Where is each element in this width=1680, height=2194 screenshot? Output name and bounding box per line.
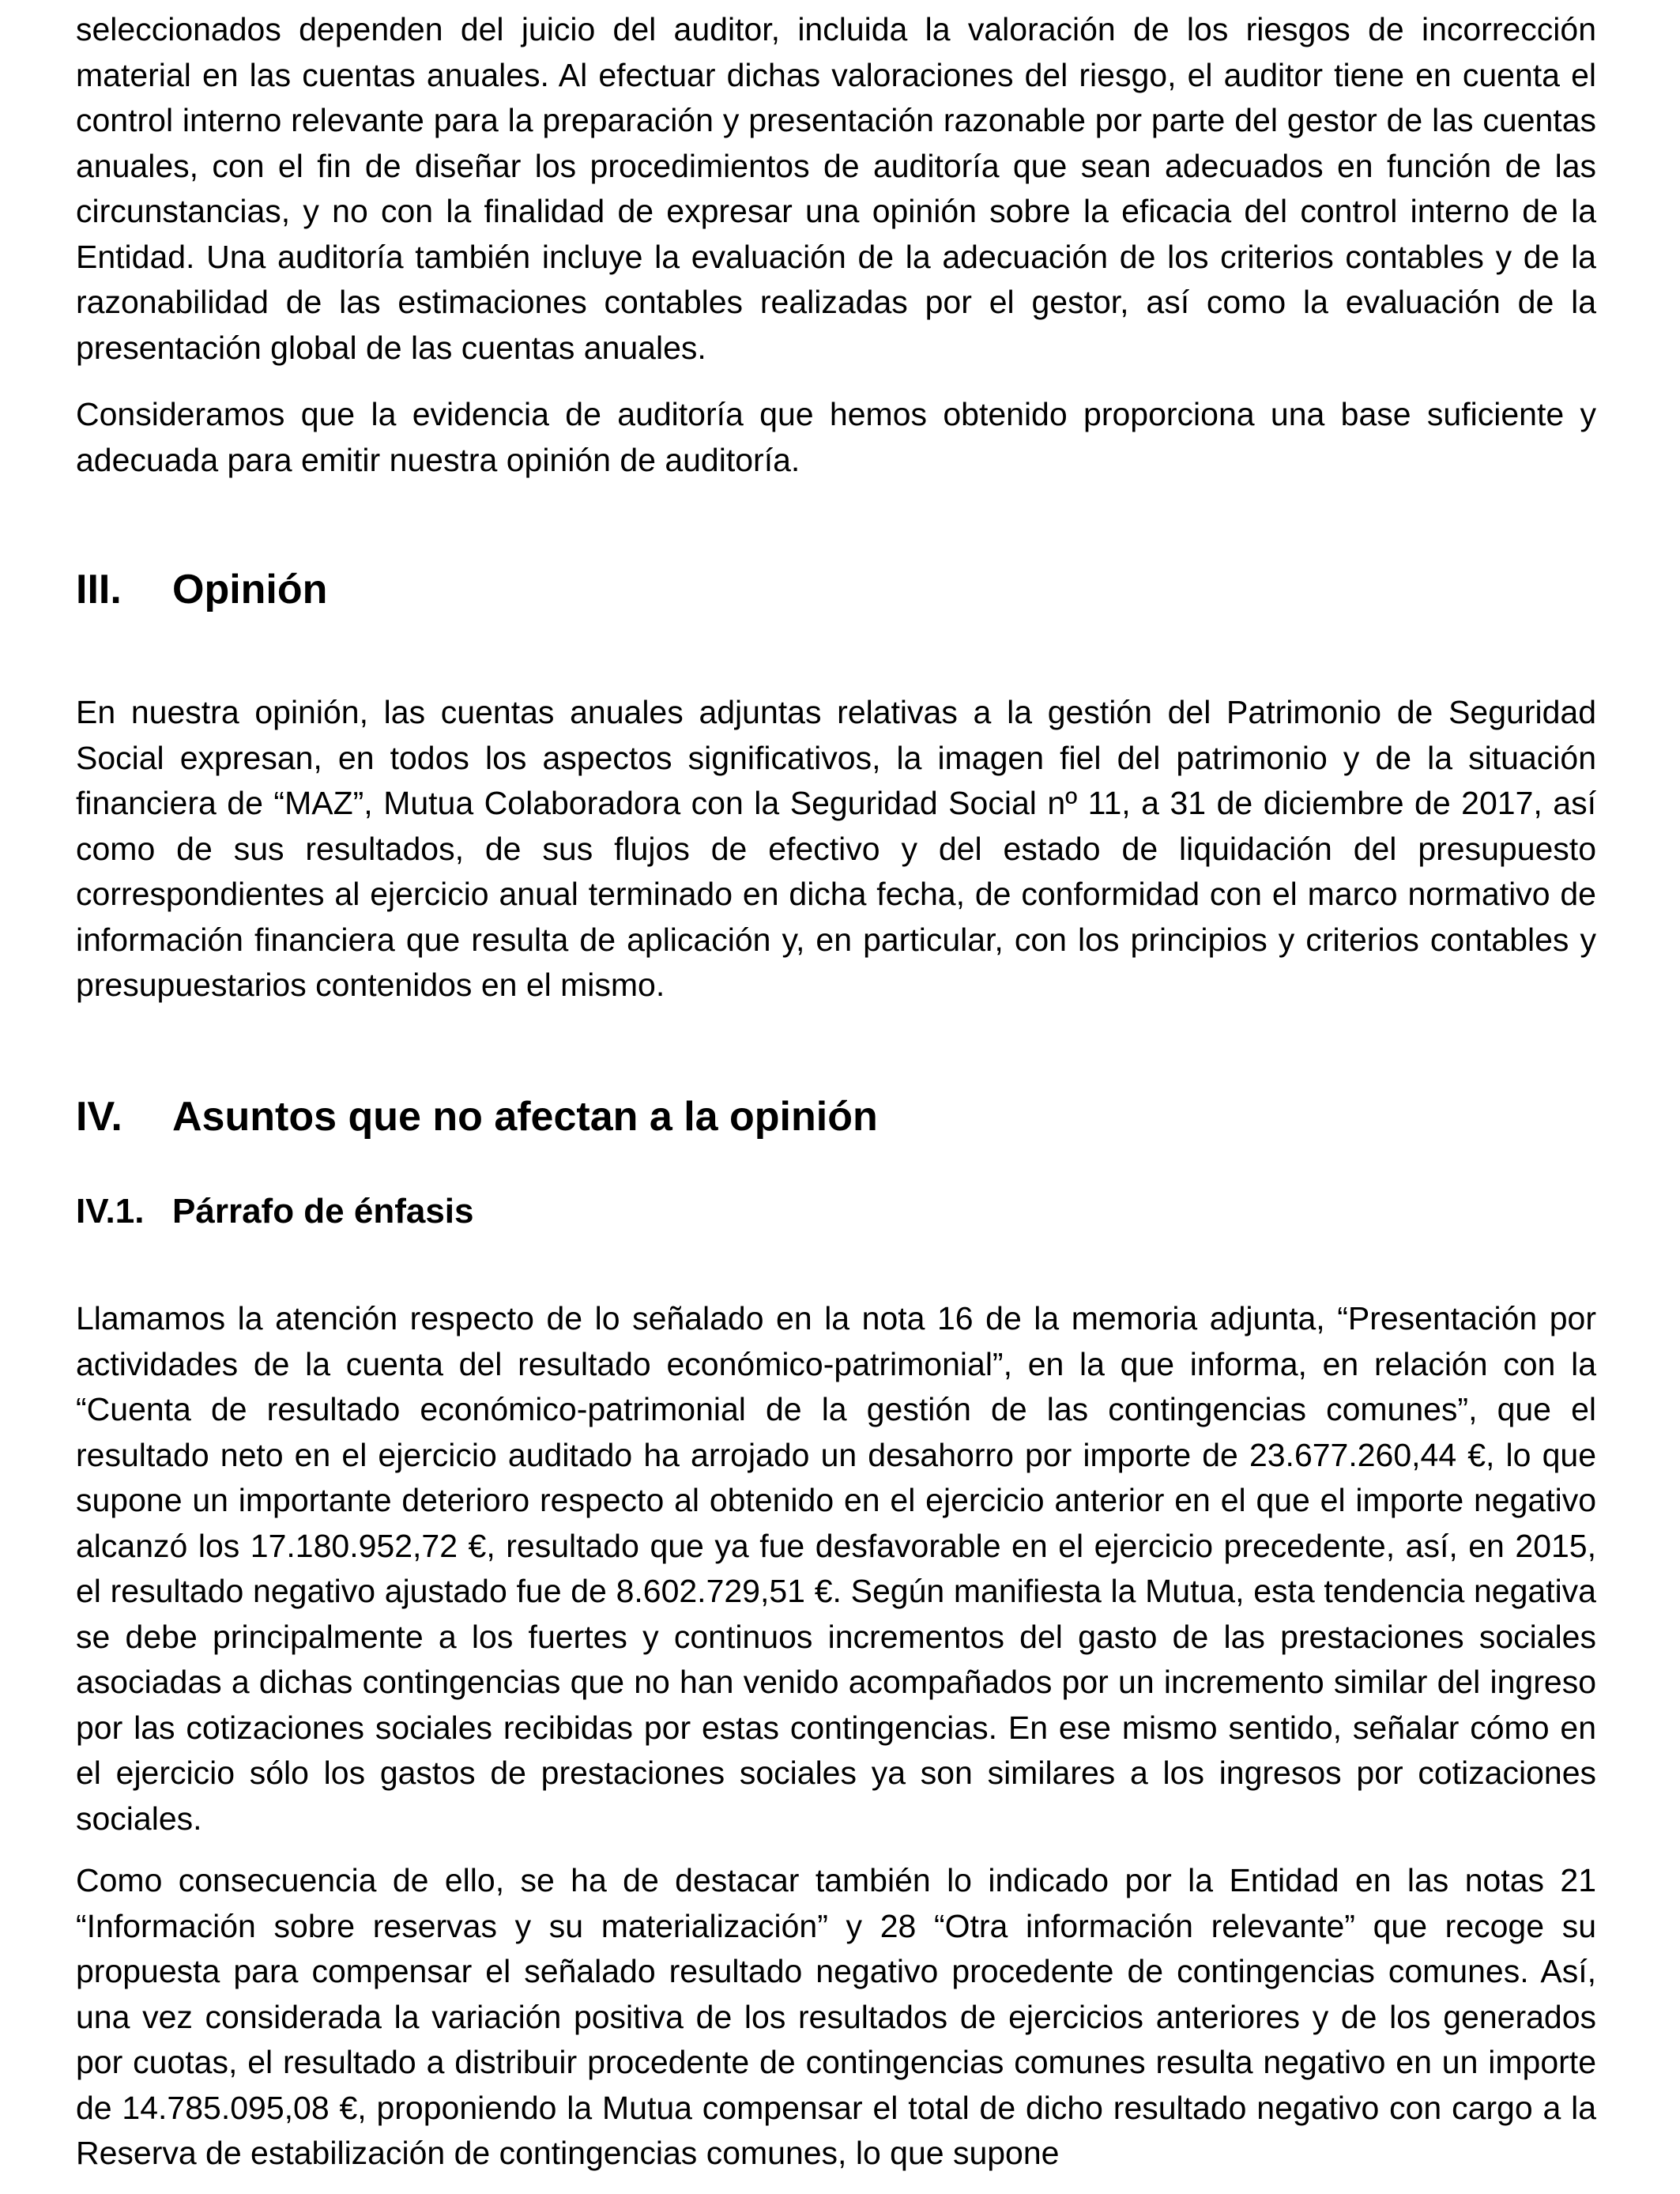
section-number: IV. <box>76 1094 122 1140</box>
section-number: III. <box>76 567 122 613</box>
paragraph-audit-procedures: seleccionados dependen del juicio del auditor, incluida la valoración de los riesgos de incorrección material en las cuentas anuales. Al efectuar dichas valoraciones del riesgo, el auditor tiene en cuenta el control interno relevante para la preparación y presentación razonable por parte del gestor de las cuentas anuales, con el fin de diseñar los procedimientos de auditoría que sean adecuados en función de las circunstancias, y no con la finalidad de expresar una opinión sobre la eficacia del control interno de la Entidad. Una auditoría también incluye la evaluación de la adecuación de los criterios contables y de la razonabilidad de las estimaciones contables realizadas por el gestor, así como la evaluación de la presentación global de las cuentas anuales. <box>76 11 1596 366</box>
paragraph-opinion: En nuestra opinión, las cuentas anuales adjuntas relativas a la gestión del Patrimonio de Seguridad Social expresan, en todos los aspectos significativos, la imagen fiel del patrimonio y de la situación financiera de “MAZ”, Mutua Colaboradora con la Seguridad Social nº 11, a 31 de diciembre de 2017, así como de sus resultados, de sus flujos de efectivo y del estado de liquidación del presupuesto correspondientes al ejercicio anual terminado en dicha fecha, de conformidad con el marco normativo de información financiera que resulta de aplicación y, en particular, con los principios y criterios contables y presupuestarios contenidos en el mismo. <box>76 694 1596 1003</box>
paragraph-audit-evidence: Consideramos que la evidencia de auditoría que hemos obtenido proporciona una base suficiente y adecuada para emitir nuestra opinión de auditoría. <box>76 396 1596 478</box>
section-title: Opinión <box>172 567 328 613</box>
paragraph-emphasis: Llamamos la atención respecto de lo señalado en la nota 16 de la memoria adjunta, “Presentación por actividades de la cuenta del resultado económico-patrimonial”, en la que informa, en relación con la “Cuenta de resultado económico-patrimonial de la gestión de las contingencias comunes”, que el resultado neto en el ejercicio auditado ha arrojado un desahorro por importe de 23.677.260,44 €, lo que supone un importante deterioro respecto al obtenido en el ejercicio anterior en el que el importe negativo alcanzó los 17.180.952,72 €, resultado que ya fue desfavorable en el ejercicio precedente, así, en 2015, el resultado negativo ajustado fue de 8.602.729,51 €. Según manifiesta la Mutua, esta tendencia negativa se debe principalmente a los fuertes y continuos incrementos del gasto de las prestaciones sociales asociadas a dichas contingencias que no han venido acompañados por un incremento similar del ingreso por las cotizaciones sociales recibidas por estas contingencias. En ese mismo sentido, señalar cómo en el ejercicio sólo los gastos de prestaciones sociales ya son similares a los ingresos por cotizaciones sociales. <box>76 1300 1596 1837</box>
subsection-number: IV.1. <box>76 1192 145 1231</box>
section-heading-opinion <box>76 566 328 613</box>
subsection-title: Párrafo de énfasis <box>172 1192 474 1231</box>
subsection-heading-emphasis <box>76 1190 474 1233</box>
paragraph-consequence: Como consecuencia de ello, se ha de destacar también lo indicado por la Entidad en las notas 21 “Información sobre reservas y su materialización” y 28 “Otra información relevante” que recoge su propuesta para compensar el señalado resultado negativo procedente de contingencias comunes. Así, una vez considerada la variación positiva de los resultados de ejercicios anteriores y de los generados por cuotas, el resultado a distribuir procedente de contingencias comunes resulta negativo en un importe de 14.785.095,08 €, proponiendo la Mutua compensar el total de dicho resultado negativo con cargo a la Reserva de estabilización de contingencias comunes, lo que supone <box>76 1862 1596 2171</box>
section-heading-matters <box>76 1093 878 1140</box>
section-title: Asuntos que no afectan a la opinión <box>172 1094 878 1140</box>
